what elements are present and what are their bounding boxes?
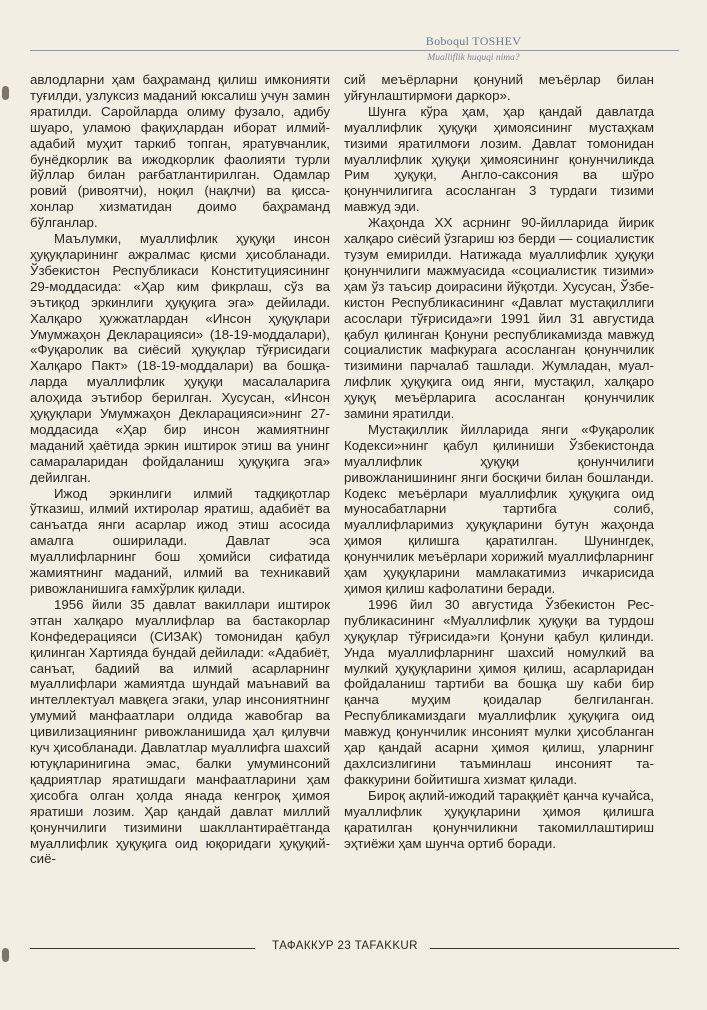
footer-rule-left [30, 948, 255, 949]
paragraph: Шунга кўра ҳам, ҳар қандай давлатда муаллифлик ҳуқуқи ҳимоясининг мустаҳкам тизими яратилмоғи лозим. Давлат томонидан муаллифлик ҳуқуқи ҳимоясининг қонунчиликда Рим ҳуқуқи, Англо-саксония ва шўро қонунчилигига асосланган 3 турдаги тизими мавжуд эди. [344, 103, 654, 215]
footer-page-label: ТАФАККУР 23 TAFAKKUR [272, 940, 418, 952]
paragraph: Жаҳонда XX асрнинг 90-йилларида йирик халқаро сиёсий ўзгариш юз берди — социалистик тузум емирилди. Натижада муаллифлик ҳуқуқи қонунчилиги мажмуасида «социалистик тизими» ҳам ўз таъсир доирасини йўқотди. Хусусан, Ўзбекистон Республикасининг «Давлат мустақиллиги асослари тўғрисида»ги 1991 йил 31 августида қабул қилинган Қонуни республикамизда мавжуд социалистик мафкурага асосланган қонунчилик тизимини парчалаб ташлади. Жумладан, муаллифлик ҳуқуқига оид янги, мустақил, халқаро ҳуқуқ меъёрларига асосланган қонунчилик замини яратилди. [344, 215, 654, 422]
footer-rule-right [430, 948, 679, 949]
paragraph: Ижод эркинлиги илмий тадқиқотлар ўтказиш, илмий ихтиролар яратиш, адабиёт ва санъатда янги асарлар ижод этиш асосида амалга оширилади. Давлат эса муаллифларнинг бош ҳомийси сифатида жамиятнинг маданий, илмий ва техникавий ривожланишига ғамхўрлик қилади. [30, 485, 330, 596]
paragraph: 1956 йили 35 давлат вакиллари иштирок этган халқаро муаллифлар ва бастакорлар Конфедерацияси (СИЗАК) томонидан қабул қилинган Хартияда бундай дейилади: «Адабиёт, санъат, бадиий ва илмий асарларнинг муаллифлари жамиятда шундай маънавий ва интеллектуал мавқега эгаки, улар инсониятнинг умумий манфаатлари олдида жавобгар ва цивилизациянинг ривожланишида ҳал қилувчи куч ҳисобланади. Давлатлар муаллифга шахсий ютуқларинигина эмас, балки умуминсоний қадриятлар яратишдаги манфаатларини ҳам ҳисобга олган ҳолда янада кенгроқ ҳимоя яратиши лозим. Ҳар қандай давлат миллий қонунчилиги тизимини шакллантираётганда муаллифлик ҳуқуқига оид юқоридаги ҳуқуқий-сиё- [30, 596, 330, 867]
paragraph: Маълумки, муаллифлик ҳуқуқи инсон ҳуқуқларининг ажралмас қисми ҳисобланади. Ўзбекистон Республикаси Конституциясининг 29-моддасида: «Ҳар ким фикрлаш, сўз ва эътиқод эркинлиги ҳуқуқига эга» дейилади. Халқаро ҳужжатлардан «Инсон ҳуқуқлари Умумжаҳон Декларацияси» (18-19-моддалари), «Фуқаролик ва сиёсий ҳуқуқлар тўғрисидаги Халқаро Пакт» (18-19-моддалари) ва бошқаларда муаллифлик ҳуқуқи масалаларига алоҳида эътибор берилган. Хусусан, «Инсон ҳуқуқлари Умумжаҳон Декларацияси»нинг 27-моддасида «Ҳар бир инсон жамиятнинг маданий ҳаётида эркин иштирок этиш ва унинг самараларидан фойдаланиш ҳуқуқига эга» дейилган. [30, 231, 330, 485]
page-footer [30, 938, 679, 958]
page-header [0, 0, 707, 70]
right-column [344, 72, 654, 851]
article-body [30, 72, 680, 932]
binder-hole-top [2, 86, 9, 100]
binder-hole-bottom [2, 948, 9, 962]
header-subtitle: Mualliflik huquqi nima? [427, 53, 520, 63]
header-rule [30, 50, 679, 51]
left-column [30, 72, 330, 867]
paragraph: авлодларни ҳам баҳраманд қилиш имконияти туғилди, узлуксиз маданий юксалиш учун замин яратилди. Саройларда олиму фузало, адибу шуаро, уламою фақиҳлардан иборат илмий-адабий муҳит таркиб топган, яратувчанлик, бунёдкорлик ва ижодкорлик фаолияти турли йўллар билан рағбатлантирилган. Одамлар ровий (ривоятчи), ноқил (нақлчи) ва қиссахонлар хизматидан доимо баҳраманд бўлганлар. [30, 72, 330, 231]
paragraph: Мустақиллик йилларида янги «Фуқаролик Кодекси»нинг қабул қилиниши Ўзбекистонда муаллифлик ҳуқуқи қонунчилиги ривожланишининг янги босқичи билан бошланди. Кодекс меъёрлари муаллифлик ҳуқуқига оид муносабатларни тартибга солиб, муаллифларимиз ҳуқуқларини бутун жаҳонда ҳимоя қилишга қаратилган. Шунингдек, қонунчилик меъёрлари хорижий муаллифларнинг ҳам ҳуқуқларини мамлакатимиз ичкарисида ҳимоя қилиш кафолатини беради. [344, 421, 654, 596]
paragraph: 1996 йил 30 августида Ўзбекистон Республикасининг «Муаллифлик ҳуқуқи ва турдош ҳуқуқлар тўғрисида»ги Қонуни қабул қилинди. Унда муаллифларнинг шахсий номулкий ва мулкий ҳуқуқларини ҳимоя қилиш, асарларидан фойдаланиш тартиби ва бошқа шу каби бир қанча муҳим қоидалар белгиланган. Республикамиздаги муаллифлик ҳуқуқига оид мавжуд қонунчилик инсоният мулки ҳисобланган ҳар қандай асарни ҳимоя қилиш, уларнинг дахлсизлигини таъминлаш инсоният тафаккурини бойитишга хизмат қилади. [344, 596, 654, 787]
header-author: Boboqul TOSHEV [425, 34, 522, 48]
paragraph: Бироқ ақлий-ижодий тараққиёт қанча кучайса, муаллифлик ҳуқуқларини ҳимоя қилишга қаратилган қонунчиликни такомиллаштириш эҳтиёжи ҳам шунча ортиб боради. [344, 787, 654, 851]
paragraph: сий меъёрларни қонуний меъёрлар билан уйғунлаштирмоғи даркор». [344, 72, 654, 103]
